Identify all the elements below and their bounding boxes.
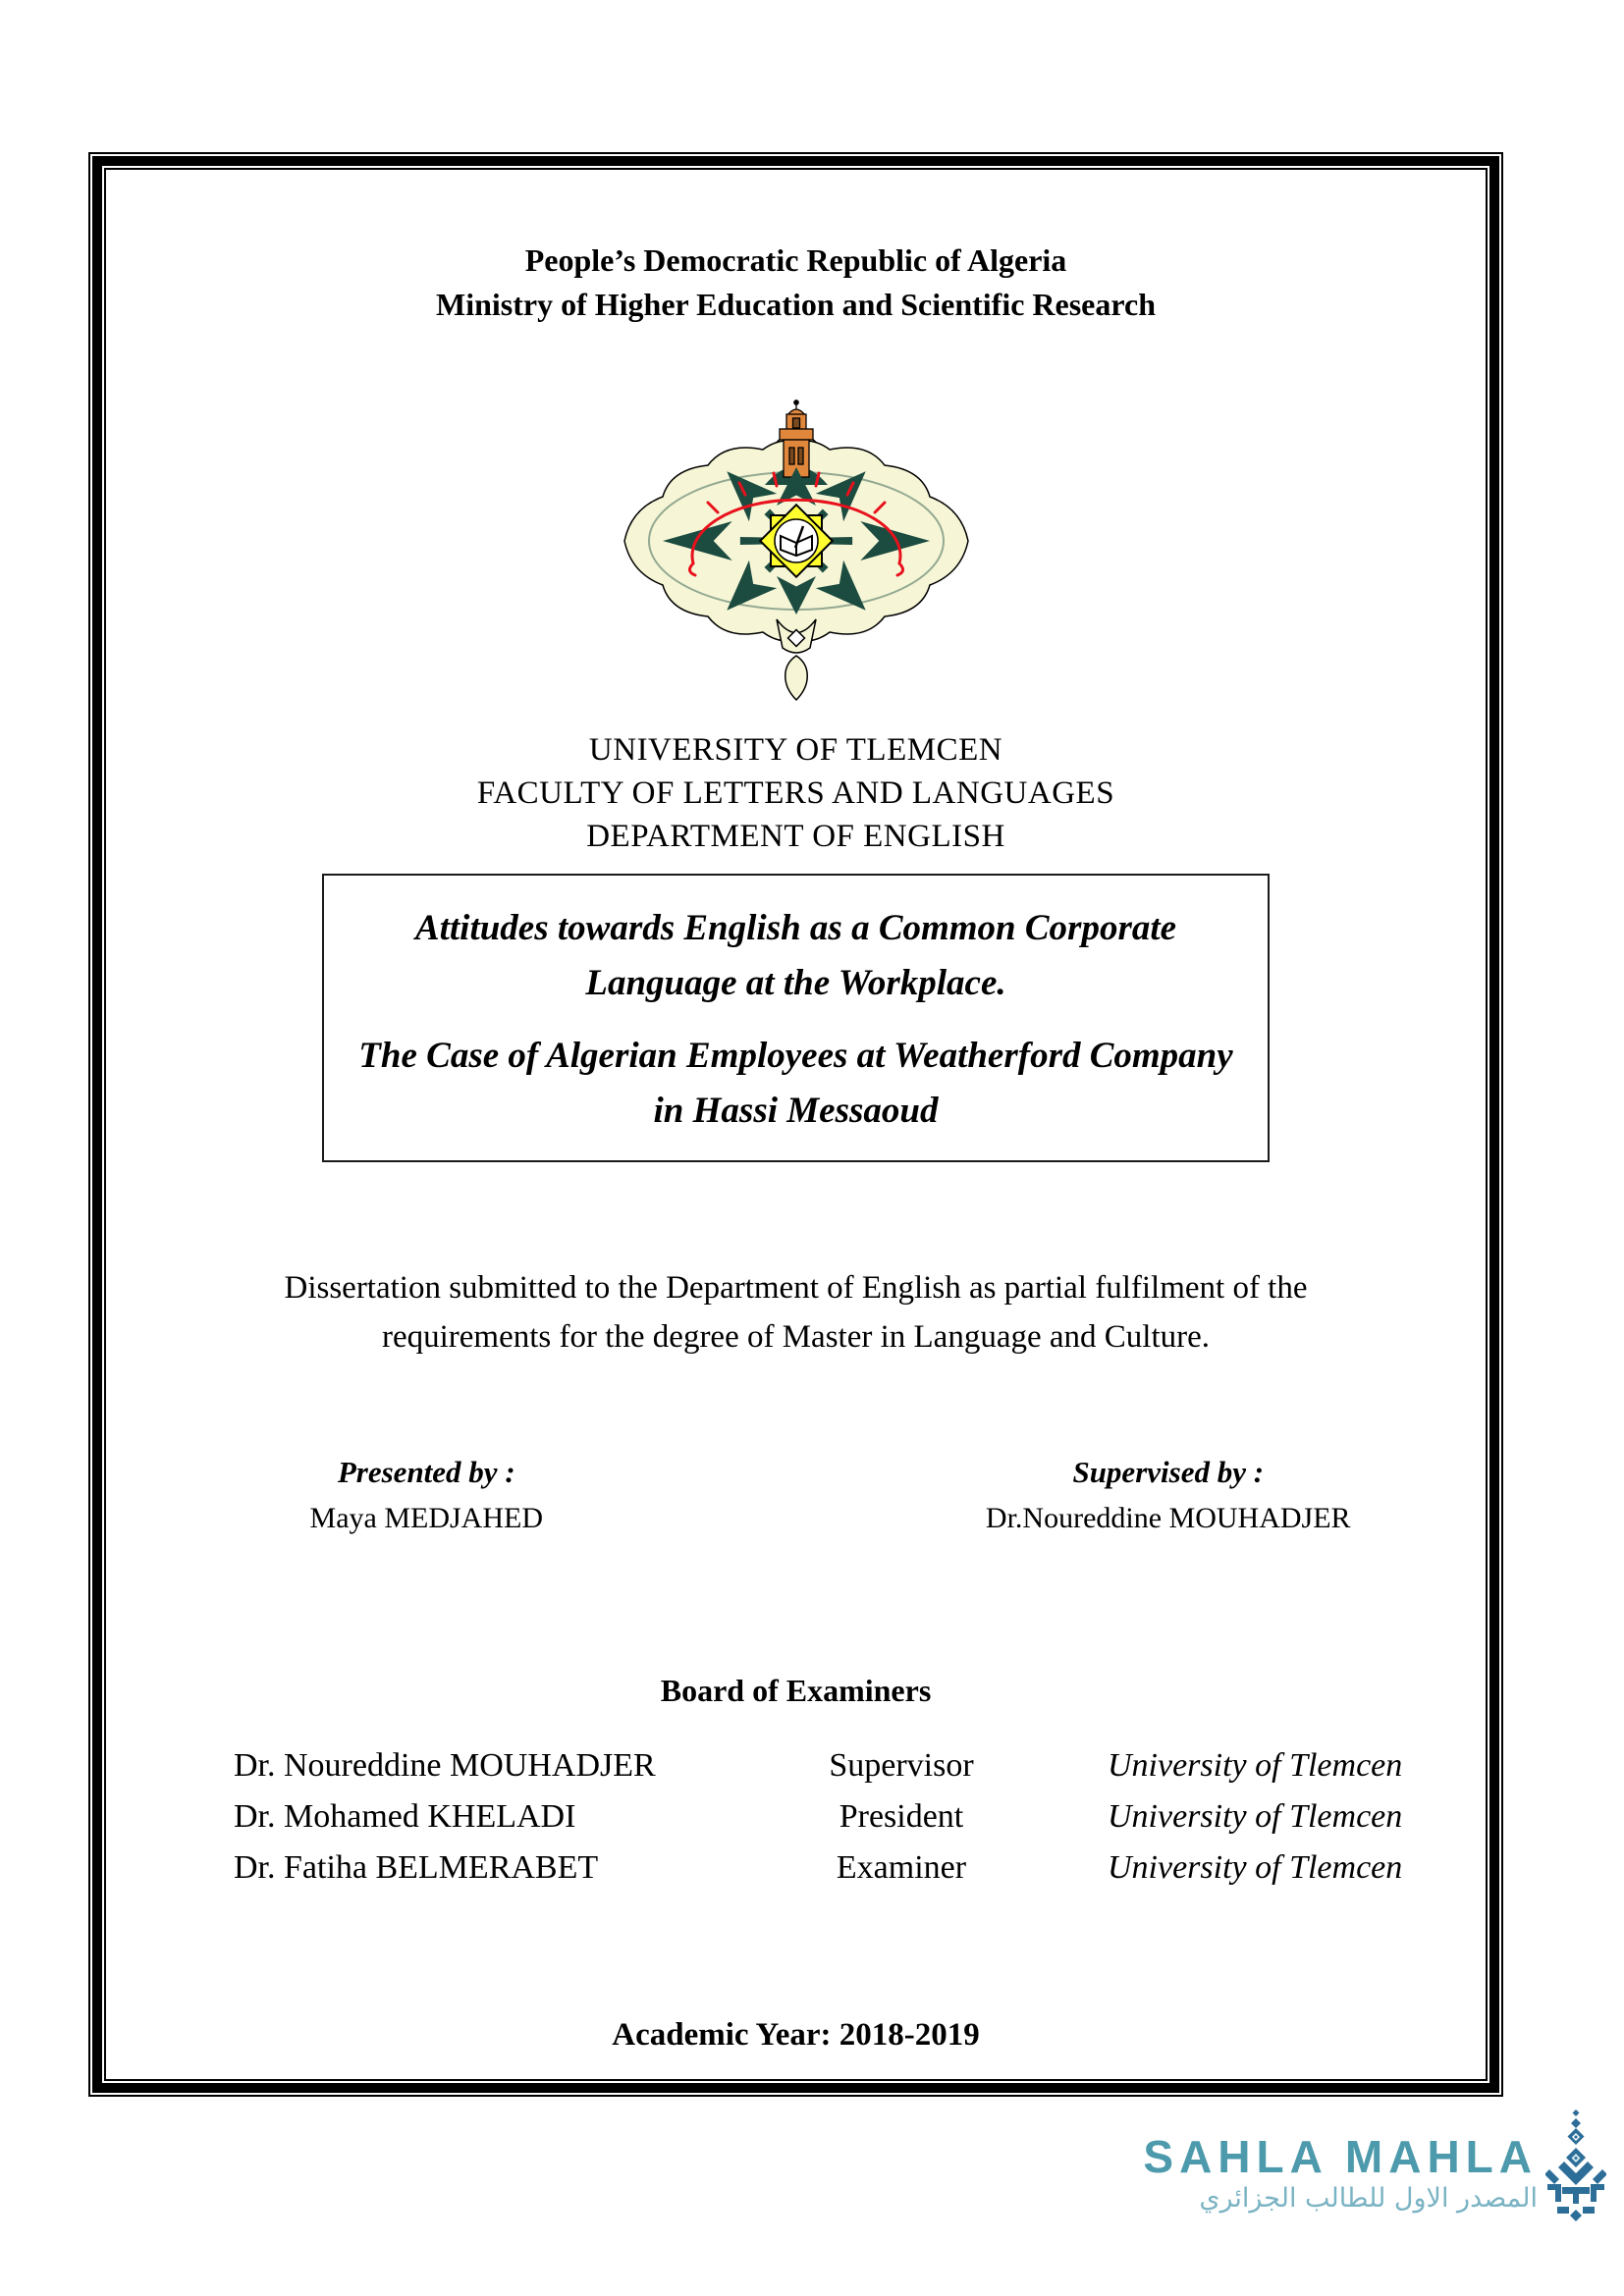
table-row — [106, 1740, 1486, 1791]
brand-tagline-arabic: المصدر الاول للطالب الجزائري — [1199, 2183, 1538, 2214]
supervised-by-block — [824, 1455, 1489, 1535]
header-line-republic: People’s Democratic Republic of Algeria — [524, 242, 1067, 278]
institution-block — [106, 728, 1486, 858]
brand-name: SAHLA MAHLA — [1143, 2131, 1538, 2182]
examiner-institution: University of Tlemcen — [1108, 1747, 1403, 1784]
candidate-name: Maya MEDJAHED — [309, 1502, 543, 1534]
sahla-mahla-kufic-icon — [1545, 2109, 1606, 2228]
university-of-tlemcen-emblem-icon — [623, 399, 969, 703]
supervisor-name: Dr.Noureddine MOUHADJER — [985, 1502, 1351, 1534]
table-row — [106, 1842, 1486, 1894]
faculty-name: FACULTY OF LETTERS AND LANGUAGES — [476, 775, 1115, 811]
table-row — [106, 1791, 1486, 1842]
examiner-institution: University of Tlemcen — [1108, 1849, 1403, 1886]
title-part2: The Case of Algerian Employees at Weatherford Company in Hassi Messaoud — [358, 1036, 1233, 1131]
header-line-ministry: Ministry of Higher Education and Scientific Research — [435, 287, 1156, 322]
sahla-mahla-watermark — [1143, 2109, 1606, 2228]
board-of-examiners-table — [106, 1740, 1486, 1894]
university-name: UNIVERSITY OF TLEMCEN — [588, 732, 1003, 768]
academic-year: Academic Year: 2018-2019 — [612, 2017, 980, 2053]
examiner-role: Supervisor — [829, 1747, 974, 1784]
board-of-examiners-heading: Board of Examiners — [660, 1673, 932, 1708]
presented-by-label: Presented by : — [337, 1455, 515, 1489]
country-header — [106, 239, 1486, 327]
presented-by-block — [104, 1455, 772, 1535]
examiner-name: Dr. Mohamed KHELADI — [234, 1798, 576, 1835]
emblem-pendant — [777, 619, 816, 700]
examiner-name: Dr. Fatiha BELMERABET — [234, 1849, 599, 1886]
department-name: DEPARTMENT OF ENGLISH — [586, 819, 1005, 854]
examiner-name: Dr. Noureddine MOUHADJER — [234, 1747, 656, 1784]
page-border-frame — [88, 152, 1503, 2097]
examiner-role: Examiner — [836, 1849, 967, 1886]
examiner-institution: University of Tlemcen — [1108, 1798, 1403, 1835]
title-part1: Attitudes towards English as a Common Corporate Language at the Workplace. — [414, 908, 1177, 1003]
emblem-minaret — [780, 400, 813, 477]
supervised-by-label: Supervised by : — [1072, 1455, 1265, 1489]
dissertation-title-box — [322, 874, 1270, 1162]
examiner-role: President — [839, 1798, 964, 1835]
byline-row — [106, 1455, 1486, 1535]
emblem-center-star — [760, 505, 833, 577]
submission-statement: Dissertation submitted to the Department of English as partial fulfilment of the requirements for the degree of Master in Language and Culture. — [284, 1270, 1308, 1355]
university-emblem — [106, 399, 1486, 703]
